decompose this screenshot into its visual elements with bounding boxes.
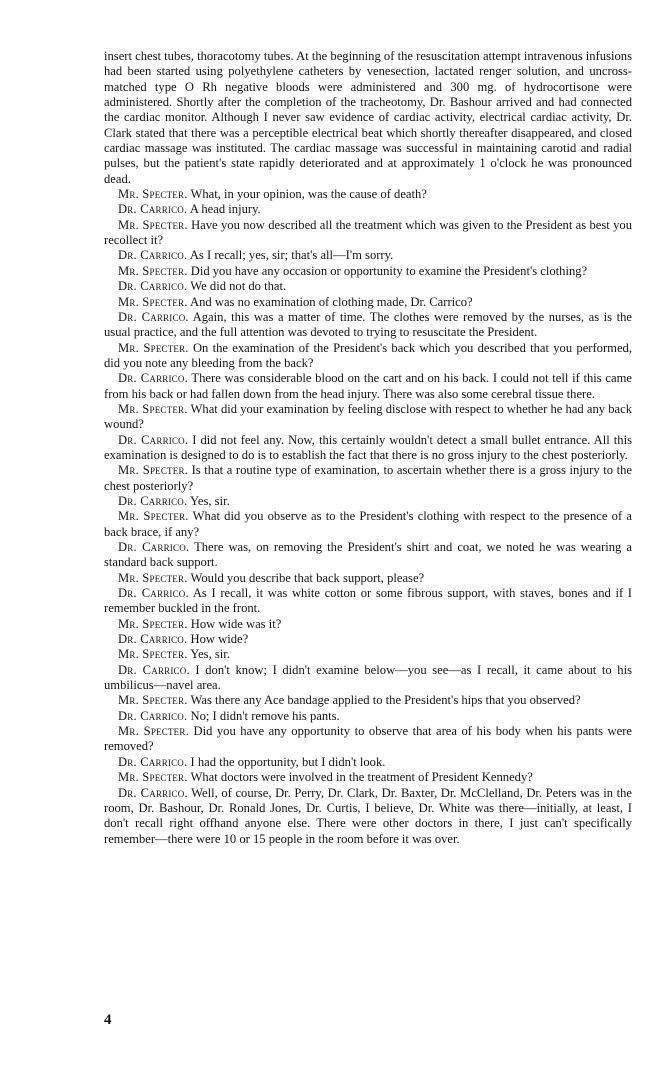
speaker-name: Mr. Specter.	[118, 263, 188, 278]
speaker-name: Dr. Carrico.	[118, 248, 188, 263]
speech-text: Have you now described all the treatment which was given to the President as best you recollect it?	[104, 217, 632, 248]
speaker-name: Mr. Specter.	[118, 770, 188, 785]
testimony-paragraph	[104, 663, 632, 694]
testimony-paragraph	[104, 248, 632, 263]
testimony-paragraph	[104, 617, 632, 632]
speaker-name: Mr. Specter.	[118, 187, 188, 202]
page-number: 4	[104, 1012, 112, 1028]
speech-text: How wide?	[190, 632, 249, 647]
testimony-paragraph	[104, 540, 632, 571]
speaker-name: Dr. Carrico.	[118, 202, 188, 217]
testimony-paragraph	[104, 341, 632, 372]
speech-text: Did you have any opportunity to observe that area of his body when his pants were removed?	[104, 724, 632, 754]
speech-text: Was there any Ace bandage applied to the President's hips that you observed?	[190, 693, 581, 708]
speech-text: Did you have any occasion or opportunity to examine the President's clothing?	[190, 263, 588, 278]
speaker-name: Mr. Specter.	[118, 647, 188, 662]
testimony-paragraph	[104, 509, 632, 540]
speech-text: What, in your opinion, was the cause of death?	[190, 187, 427, 202]
testimony-paragraph	[104, 402, 632, 433]
speech-text: There was, on removing the President's shirt and coat, we noted he was wearing a standard back support.	[104, 540, 632, 570]
testimony-paragraph	[104, 647, 632, 662]
speaker-name: Dr. Carrico.	[118, 586, 189, 601]
speaker-name: Dr. Carrico.	[118, 279, 188, 294]
speaker-name: Mr. Specter.	[118, 570, 188, 585]
testimony-paragraph	[104, 494, 632, 509]
speaker-name: Mr. Specter.	[118, 294, 188, 309]
testimony-paragraph	[104, 709, 632, 724]
speaker-name: Mr. Specter.	[118, 509, 189, 524]
testimony-exchanges	[104, 187, 632, 847]
testimony-paragraph	[104, 264, 632, 279]
speech-text: A head injury.	[189, 202, 261, 217]
testimony-paragraph	[104, 724, 632, 755]
speech-text: We did not do that.	[190, 279, 287, 294]
speaker-name: Dr. Carrico.	[118, 785, 188, 800]
speech-text: How wide was it?	[190, 616, 282, 631]
speaker-name: Mr. Specter.	[118, 463, 188, 478]
speech-text: What did your examination by feeling disclose with respect to whether he had any back wound?	[104, 401, 633, 432]
testimony-paragraph	[104, 770, 632, 785]
testimony-paragraph	[104, 310, 632, 341]
testimony-text	[104, 49, 632, 847]
testimony-paragraph	[104, 187, 632, 202]
speaker-name: Mr. Specter.	[118, 693, 188, 708]
lead-paragraph: insert chest tubes, thoracotomy tubes. At the beginning of the resuscitation attempt intravenous infusions had been started using polyethylene catheters by venesection, lactated renger solution, and uncross-matched type O Rh negative bloods were administered and 300 mg. of hydrocortisone were administered. Shortly after the completion of the tracheotomy, Dr. Bashour arrived and had connected the cardiac monitor. Although I never saw evidence of cardiac activity, electrical cardiac activity, Dr. Clark stated that there was a perceptible electrical beat which shortly thereafter disappeared, and closed cardiac massage was instituted. The cardiac massage was successful in maintaining carotid and radial pulses, but the patient's state rapidly deteriorated and at approximately 1 o'clock he was pronounced dead.	[104, 49, 632, 186]
testimony-paragraph	[104, 295, 632, 310]
speech-text: I don't know; I didn't examine below—you see—as I recall, it came about to his umbilicus—navel area.	[104, 662, 632, 693]
speaker-name: Mr. Specter.	[118, 724, 189, 739]
speech-text: What doctors were involved in the treatment of President Kennedy?	[190, 770, 533, 785]
speech-text: No; I didn't remove his pants.	[190, 708, 340, 723]
speaker-name: Dr. Carrico.	[118, 432, 189, 447]
speaker-name: Dr. Carrico.	[118, 662, 190, 677]
speech-text: Would you describe that back support, please?	[190, 570, 425, 585]
speech-text: What did you observe as to the President's clothing with respect to the presence of a back brace, if any?	[104, 509, 633, 539]
speaker-name: Dr. Carrico.	[118, 708, 188, 723]
speaker-name: Dr. Carrico.	[118, 309, 189, 324]
testimony-paragraph	[104, 693, 632, 708]
speech-text: I had the opportunity, but I didn't look.	[190, 754, 386, 769]
testimony-paragraph	[104, 218, 632, 249]
speech-text: Is that a routine type of examination, to ascertain whether there is a gross injury to the chest posteriorly?	[104, 463, 632, 493]
speech-text: Yes, sir.	[190, 647, 230, 662]
speaker-name: Mr. Specter.	[118, 401, 188, 416]
speaker-name: Dr. Carrico.	[118, 493, 188, 508]
testimony-paragraph	[104, 202, 632, 217]
testimony-paragraph	[104, 463, 632, 494]
speaker-name: Mr. Specter.	[118, 340, 189, 355]
speaker-name: Dr. Carrico.	[118, 371, 188, 386]
speaker-name: Dr. Carrico.	[118, 632, 188, 647]
speech-text: Well, of course, Dr. Perry, Dr. Clark, Dr. Baxter, Dr. McClelland, Dr. Peters was in the room, Dr. Bashour, Dr. Ronald Jones, Dr. Curtis, I believe, Dr. White was there—initially, at least, I don't recall right offhand anyone else. There were other doctors in there, I just can't specifically remember—there were 10 or 15 people in the room before it was over.	[104, 785, 633, 846]
speech-text: And was no examination of clothing made, Dr. Carrico?	[190, 294, 473, 309]
testimony-paragraph	[104, 786, 632, 847]
testimony-paragraph	[104, 433, 632, 464]
testimony-paragraph	[104, 755, 632, 770]
speech-text: As I recall, it was white cotton or some fibrous support, with staves, bones and if I remember buckled in the front.	[104, 586, 632, 616]
speaker-name: Dr. Carrico.	[118, 540, 190, 554]
speaker-name: Mr. Specter.	[118, 217, 188, 232]
testimony-paragraph	[104, 371, 632, 402]
speech-text: There was considerable blood on the cart and on his back. I could not tell if this came from his back or had fallen down from the head injury. There was also some cerebral tissue there.	[104, 371, 632, 401]
speech-text: I did not feel any. Now, this certainly wouldn't detect a small bullet entrance. All this examination is designed to do is to establish the fact that there is no gross injury to the chest posteriorly.	[104, 432, 632, 462]
testimony-paragraph	[104, 279, 632, 294]
speech-text: On the examination of the President's back which you described that you performed, did you note any bleeding from the back?	[104, 340, 632, 370]
testimony-paragraph	[104, 571, 632, 586]
testimony-paragraph	[104, 632, 632, 647]
testimony-paragraph	[104, 586, 632, 617]
speech-text: Again, this was a matter of time. The clothes were removed by the nurses, as is the usual practice, and the full attention was devoted to trying to resuscitate the President.	[104, 309, 632, 340]
speaker-name: Dr. Carrico.	[118, 754, 188, 769]
speech-text: Yes, sir.	[190, 493, 230, 508]
speaker-name: Mr. Specter.	[118, 616, 188, 631]
speech-text: As I recall; yes, sir; that's all—I'm sorry.	[189, 248, 394, 263]
